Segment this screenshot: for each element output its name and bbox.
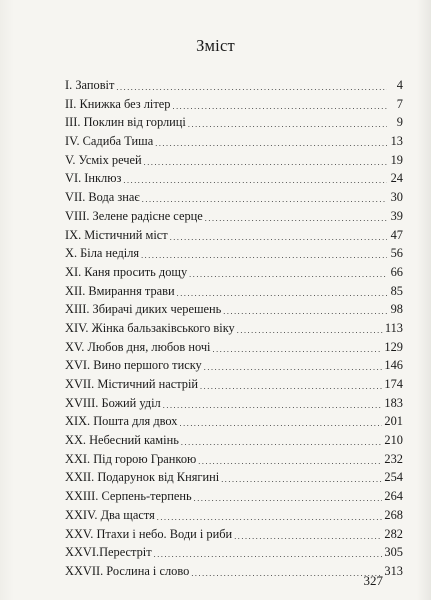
toc-entry-title: IV. Садиба Тиша: [65, 134, 154, 149]
toc-entry-title: X. Біла неділя: [65, 246, 140, 261]
toc-entry-page: 39: [390, 208, 403, 223]
toc-entry-title: VII. Вода знає: [65, 190, 140, 205]
toc-entry-title: XXIII. Серпень-терпень: [65, 489, 192, 504]
dot-leader: [157, 509, 383, 528]
toc-entry: [65, 113, 403, 132]
toc-entry-title: VI. Інклюз: [65, 171, 122, 186]
dot-leader: [144, 154, 387, 173]
dot-leader: [188, 116, 387, 135]
toc-entry-title: XII. Вмирання трави: [65, 283, 175, 298]
toc-entry: [65, 282, 403, 301]
dot-leader: [198, 453, 382, 472]
toc-entry-page: 9: [396, 115, 403, 130]
toc-entry: [65, 375, 403, 394]
toc-entry-page: 201: [384, 414, 403, 429]
toc-entry-page: 232: [384, 451, 403, 466]
toc-entry-title: IX. Містичний міст: [65, 227, 168, 242]
toc-entry-page: 24: [390, 171, 403, 186]
dot-leader: [141, 247, 387, 266]
toc-entry-title: XXVII. Рослина і слово: [65, 563, 190, 578]
toc-entry-title: XIII. Збирачі диких черешень: [65, 302, 222, 317]
toc-entry-title: XVII. Містичний настрій: [65, 377, 199, 391]
toc-entry: [65, 468, 403, 487]
toc-entry-page: 282: [384, 526, 403, 541]
toc-entry-title: XXV. Птахи і небо. Води і риби: [65, 526, 233, 541]
toc-entry-title: III. Поклин від горлиці: [65, 115, 186, 130]
toc-entry-page: 98: [390, 302, 403, 317]
toc-entry-page: 129: [384, 339, 403, 354]
dot-leader: [189, 266, 387, 285]
toc-entry-title: I. Заповіт: [65, 78, 115, 92]
toc-entry: [65, 151, 403, 170]
toc-entry-title: XV. Любов дня, любов ночі: [65, 339, 211, 354]
toc-entry: [65, 450, 403, 469]
toc-entry: [65, 412, 403, 431]
dot-leader: [163, 397, 383, 416]
toc-entry-title: XVIII. Божий уділ: [65, 395, 161, 410]
toc-entry-page: 19: [390, 152, 403, 167]
toc-entry-title: XX. Небесний камінь: [65, 433, 179, 448]
toc-entry: [65, 132, 403, 151]
toc-entry-page: 56: [390, 246, 403, 261]
dot-leader: [221, 471, 382, 490]
toc-entry-page: 313: [384, 563, 403, 578]
toc-entry-page: 13: [390, 134, 403, 149]
table-of-contents: [65, 76, 403, 581]
dot-leader: [181, 434, 383, 453]
toc-entry-title: V. Усміх речей: [65, 152, 142, 167]
toc-entry-title: XXVI.Перестріт: [65, 545, 152, 560]
dot-leader: [194, 490, 383, 509]
toc-entry-page: 264: [384, 489, 403, 504]
toc-entry: [65, 487, 403, 506]
dot-leader: [237, 322, 383, 341]
toc-entry: [65, 338, 403, 357]
toc-entry-title: XI. Каня просить дощу: [65, 264, 188, 279]
toc-entry-title: XXII. Подарунок від Княгині: [65, 470, 220, 485]
dot-leader: [170, 229, 387, 248]
toc-entry-page: 66: [390, 264, 403, 279]
toc-entry: [65, 394, 403, 413]
page-number: 327: [363, 573, 383, 588]
toc-entry: [65, 356, 403, 375]
toc-entry-title: XXIV. Два щастя: [65, 507, 155, 522]
dot-leader: [213, 341, 383, 360]
dot-leader: [234, 528, 382, 547]
dot-leader: [191, 565, 382, 584]
toc-entry-page: 47: [390, 227, 403, 242]
dot-leader: [200, 378, 382, 397]
toc-entry: [65, 207, 403, 226]
toc-entry: [65, 244, 403, 263]
dot-leader: [172, 98, 387, 117]
dot-leader: [180, 415, 383, 434]
toc-entry: [65, 169, 403, 188]
toc-entry: [65, 543, 403, 562]
dot-leader: [204, 359, 383, 378]
toc-entry-page: 30: [390, 190, 403, 205]
toc-entry-page: 183: [384, 395, 403, 410]
dot-leader: [155, 135, 387, 154]
dot-leader: [123, 172, 387, 191]
toc-entry-page: 174: [384, 377, 403, 391]
toc-entry-page: 146: [384, 358, 403, 373]
dot-leader: [116, 79, 387, 98]
toc-entry: [65, 263, 403, 282]
toc-entry-page: 305: [384, 545, 403, 560]
toc-entry: [65, 226, 403, 245]
toc-entry-title: VIII. Зелене радісне серце: [65, 208, 203, 223]
toc-entry: [65, 76, 403, 95]
toc-entry-title: XVI. Вино першого тиску: [65, 358, 202, 373]
toc-entry-page: 210: [384, 433, 403, 448]
toc-entry-page: 268: [384, 507, 403, 522]
toc-entry-page: 7: [396, 96, 403, 111]
toc-entry: [65, 506, 403, 525]
toc-entry-page: 85: [390, 283, 403, 298]
toc-entry-page: 254: [384, 470, 403, 485]
toc-entry-title: XIV. Жінка бальзаківського віку: [65, 320, 235, 335]
toc-entry: [65, 300, 403, 319]
toc-entry: [65, 188, 403, 207]
dot-leader: [177, 285, 387, 304]
dot-leader: [154, 546, 383, 565]
toc-entry: [65, 525, 403, 544]
toc-entry: [65, 431, 403, 450]
toc-entry: [65, 562, 403, 581]
dot-leader: [142, 191, 387, 210]
dot-leader: [205, 210, 387, 229]
dot-leader: [223, 303, 387, 322]
toc-entry-title: II. Книжка без літер: [65, 96, 171, 111]
toc-entry-page: 113: [384, 320, 403, 335]
toc-entry-title: XIX. Пошта для двох: [65, 414, 178, 429]
toc-entry-page: 4: [396, 78, 403, 92]
toc-entry-title: XXI. Під горою Гранкою: [65, 451, 197, 466]
contents-heading: Зміст: [196, 36, 235, 55]
